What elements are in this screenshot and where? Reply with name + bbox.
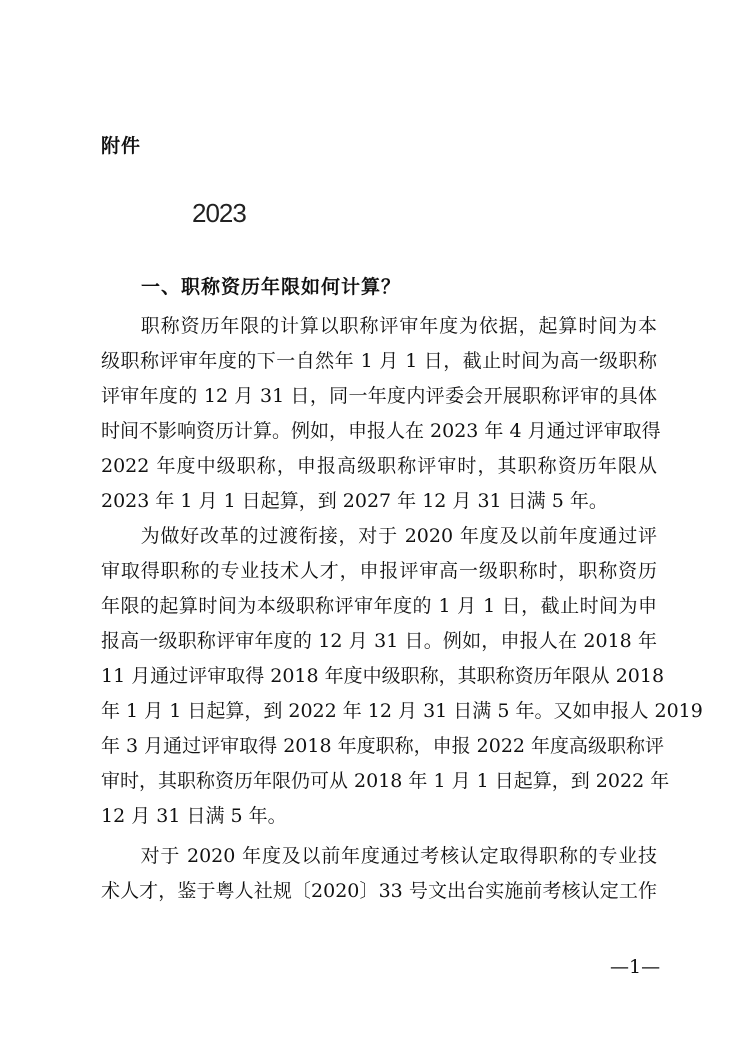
paragraph-line: 职称资历年限的计算以职称评审年度为依据，起算时间为本 <box>101 315 657 337</box>
paragraph-line: 年 1 月 1 日起算，到 2022 年 12 月 31 日满 5 年。又如申报人 2019 <box>101 700 703 722</box>
paragraph-line: 报高一级职称评审年度的 12 月 31 日。例如，申报人在 2018 年 <box>101 630 657 652</box>
paragraph-line: 审取得职称的专业技术人才，申报评审高一级职称时，职称资历 <box>101 560 657 582</box>
year-title: 2023 <box>192 198 246 228</box>
page-number: —1— <box>610 956 661 978</box>
paragraph-line: 审时，其职称资历年限仍可从 2018 年 1 月 1 日起算，到 2022 年 <box>101 770 670 792</box>
paragraph-line: 11 月通过评审取得 2018 年度中级职称，其职称资历年限从 2018 <box>101 665 665 687</box>
paragraph-line: 级职称评审年度的下一自然年 1 月 1 日，截止时间为高一级职称 <box>101 350 657 372</box>
paragraph-line: 2022 年度中级职称，申报高级职称评审时，其职称资历年限从 <box>101 455 657 477</box>
paragraph-line: 评审年度的 12 月 31 日，同一年度内评委会开展职称评审的具体 <box>101 385 657 407</box>
paragraph-line: 12 月 31 日满 5 年。 <box>101 805 287 827</box>
paragraph-line: 时间不影响资历计算。例如，申报人在 2023 年 4 月通过评审取得 <box>101 420 661 442</box>
paragraph-line: 2023 年 1 月 1 日起算，到 2027 年 12 月 31 日满 5 年。 <box>101 490 608 512</box>
paragraph-line: 年 3 月通过评审取得 2018 年度职称，申报 2022 年度高级职称评 <box>101 735 665 757</box>
section-heading: 一、职称资历年限如何计算？ <box>141 276 402 298</box>
paragraph-line: 术人才，鉴于粤人社规〔2020〕33 号文出台实施前考核认定工作 <box>101 880 657 902</box>
paragraph-line: 年限的起算时间为本级职称评审年度的 1 月 1 日，截止时间为申 <box>101 595 657 617</box>
attachment-label: 附件 <box>101 135 142 157</box>
paragraph-line: 为做好改革的过渡衔接，对于 2020 年度及以前年度通过评 <box>101 525 657 547</box>
paragraph-line: 对于 2020 年度及以前年度通过考核认定取得职称的专业技 <box>101 845 657 867</box>
